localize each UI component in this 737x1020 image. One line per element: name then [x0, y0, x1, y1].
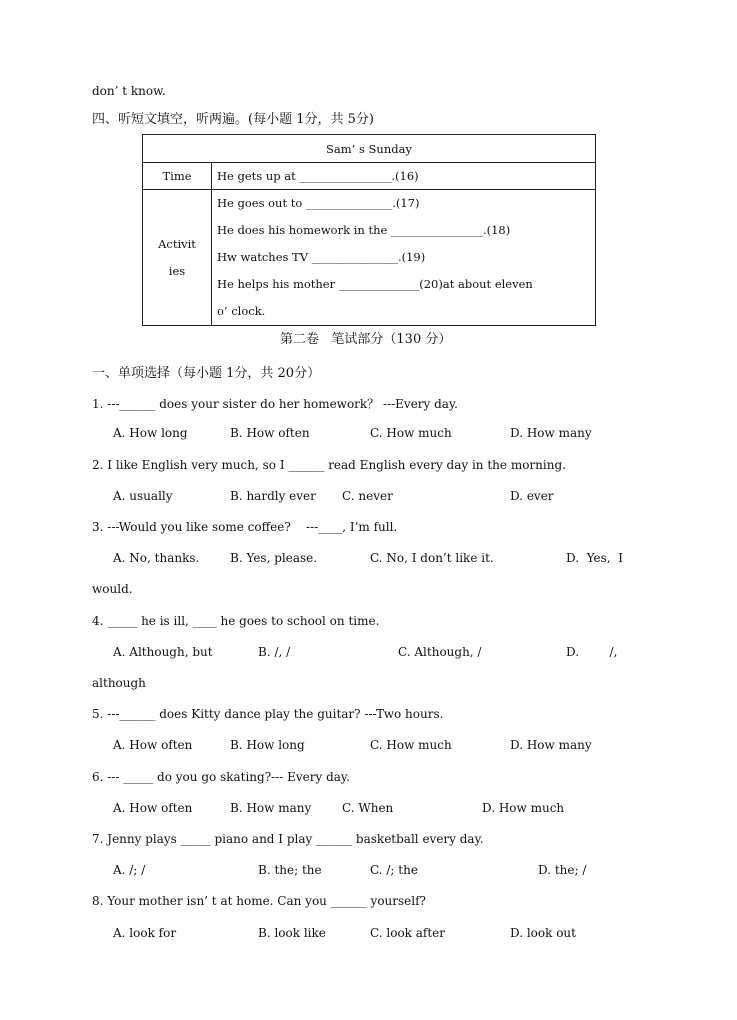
- q8-option-d: D. look out: [510, 926, 576, 940]
- q4-option-c: C. Although, /: [398, 645, 482, 659]
- q8-option-a: A. look for: [113, 926, 177, 940]
- q2-option-b: B. hardly ever: [230, 489, 316, 503]
- activity-line: He does his homework in the ________________.(18): [217, 223, 511, 237]
- q3-option-a: A. No, thanks.: [113, 551, 200, 565]
- q6-option-b: B. How many: [230, 801, 312, 815]
- q1-option-a: A. How long: [113, 426, 188, 440]
- q6-option-a: A. How often: [113, 801, 193, 815]
- q6-option-d: D. How much: [482, 801, 565, 815]
- question-7: 7. Jenny plays _____ piano and I play ______ basketball every day.: [92, 832, 484, 846]
- q5-option-b: B. How long: [230, 738, 305, 752]
- time-label: Time: [143, 163, 212, 190]
- q5-option-a: A. How often: [113, 738, 193, 752]
- q8-option-b: B. look like: [258, 926, 326, 940]
- section4-heading: 四、听短文填空，听两遍。(每小题 1分，共 5分): [92, 112, 374, 127]
- q4-option-d: D. /,: [566, 645, 618, 659]
- question-4: 4. _____ he is ill, ____ he goes to school on time.: [92, 614, 380, 628]
- q7-option-b: B. the; the: [258, 863, 322, 877]
- q3-option-d-wrap: would.: [92, 582, 133, 596]
- q5-option-d: D. How many: [510, 738, 592, 752]
- answer-table: [142, 134, 596, 326]
- activity-line: Hw watches TV _______________.(19): [217, 250, 426, 264]
- time-text: He gets up at ________________.(16): [212, 163, 596, 190]
- question-2: 2. I like English very much, so I ______ read English every day in the morning.: [92, 458, 566, 472]
- q2-option-d: D. ever: [510, 489, 554, 503]
- activities-label: [143, 190, 212, 326]
- q7-option-c: C. /; the: [370, 863, 418, 877]
- q4-option-b: B. /, /: [258, 645, 291, 659]
- activity-line: He helps his mother ______________(20)at about eleven: [217, 277, 533, 291]
- q1-option-c: C. How much: [370, 426, 452, 440]
- q1-option-d: D. How many: [510, 426, 592, 440]
- q8-option-c: C. look after: [370, 926, 446, 940]
- q7-option-a: A. /; /: [113, 863, 146, 877]
- q2-option-c: C. never: [342, 489, 393, 503]
- question-6: 6. --- _____ do you go skating?--- Every day.: [92, 770, 350, 784]
- q4-option-d-wrap: although: [92, 676, 146, 690]
- activity-line: o’ clock.: [217, 304, 266, 318]
- question-3: 3. ---Would you like some coffee? ---____, I’m full.: [92, 520, 398, 534]
- question-5: 5. ---______ does Kitty dance play the guitar? ---Two hours.: [92, 707, 444, 721]
- q7-option-d: D. the; /: [538, 863, 587, 877]
- part2-title: 第二卷 笔试部分（130 分）: [280, 332, 452, 347]
- activities-cell: [212, 190, 596, 326]
- q6-option-c: C. When: [342, 801, 394, 815]
- q1-option-b: B. How often: [230, 426, 310, 440]
- question-8: 8. Your mother isn’ t at home. Can you ______ yourself?: [92, 894, 426, 908]
- table-title: Sam’ s Sunday: [143, 135, 596, 163]
- q3-option-b: B. Yes, please.: [230, 551, 318, 565]
- q4-option-a: A. Although, but: [113, 645, 213, 659]
- q5-option-c: C. How much: [370, 738, 452, 752]
- question-1: 1. ---______ does your sister do her homework？ ---Every day.: [92, 397, 458, 411]
- activities-label-part2: ies: [168, 263, 186, 278]
- q2-option-a: A. usually: [113, 489, 173, 503]
- q3-option-d: D. Yes, I: [566, 551, 623, 565]
- q3-option-c: C. No, I don’t like it.: [370, 551, 494, 565]
- section1-heading: 一、单项选择（每小题 1分，共 20分）: [92, 366, 321, 381]
- intro-tail: don’ t know.: [92, 84, 166, 98]
- activity-line: He goes out to _______________.(17): [217, 196, 420, 210]
- activities-label-part1: Activit: [158, 236, 196, 251]
